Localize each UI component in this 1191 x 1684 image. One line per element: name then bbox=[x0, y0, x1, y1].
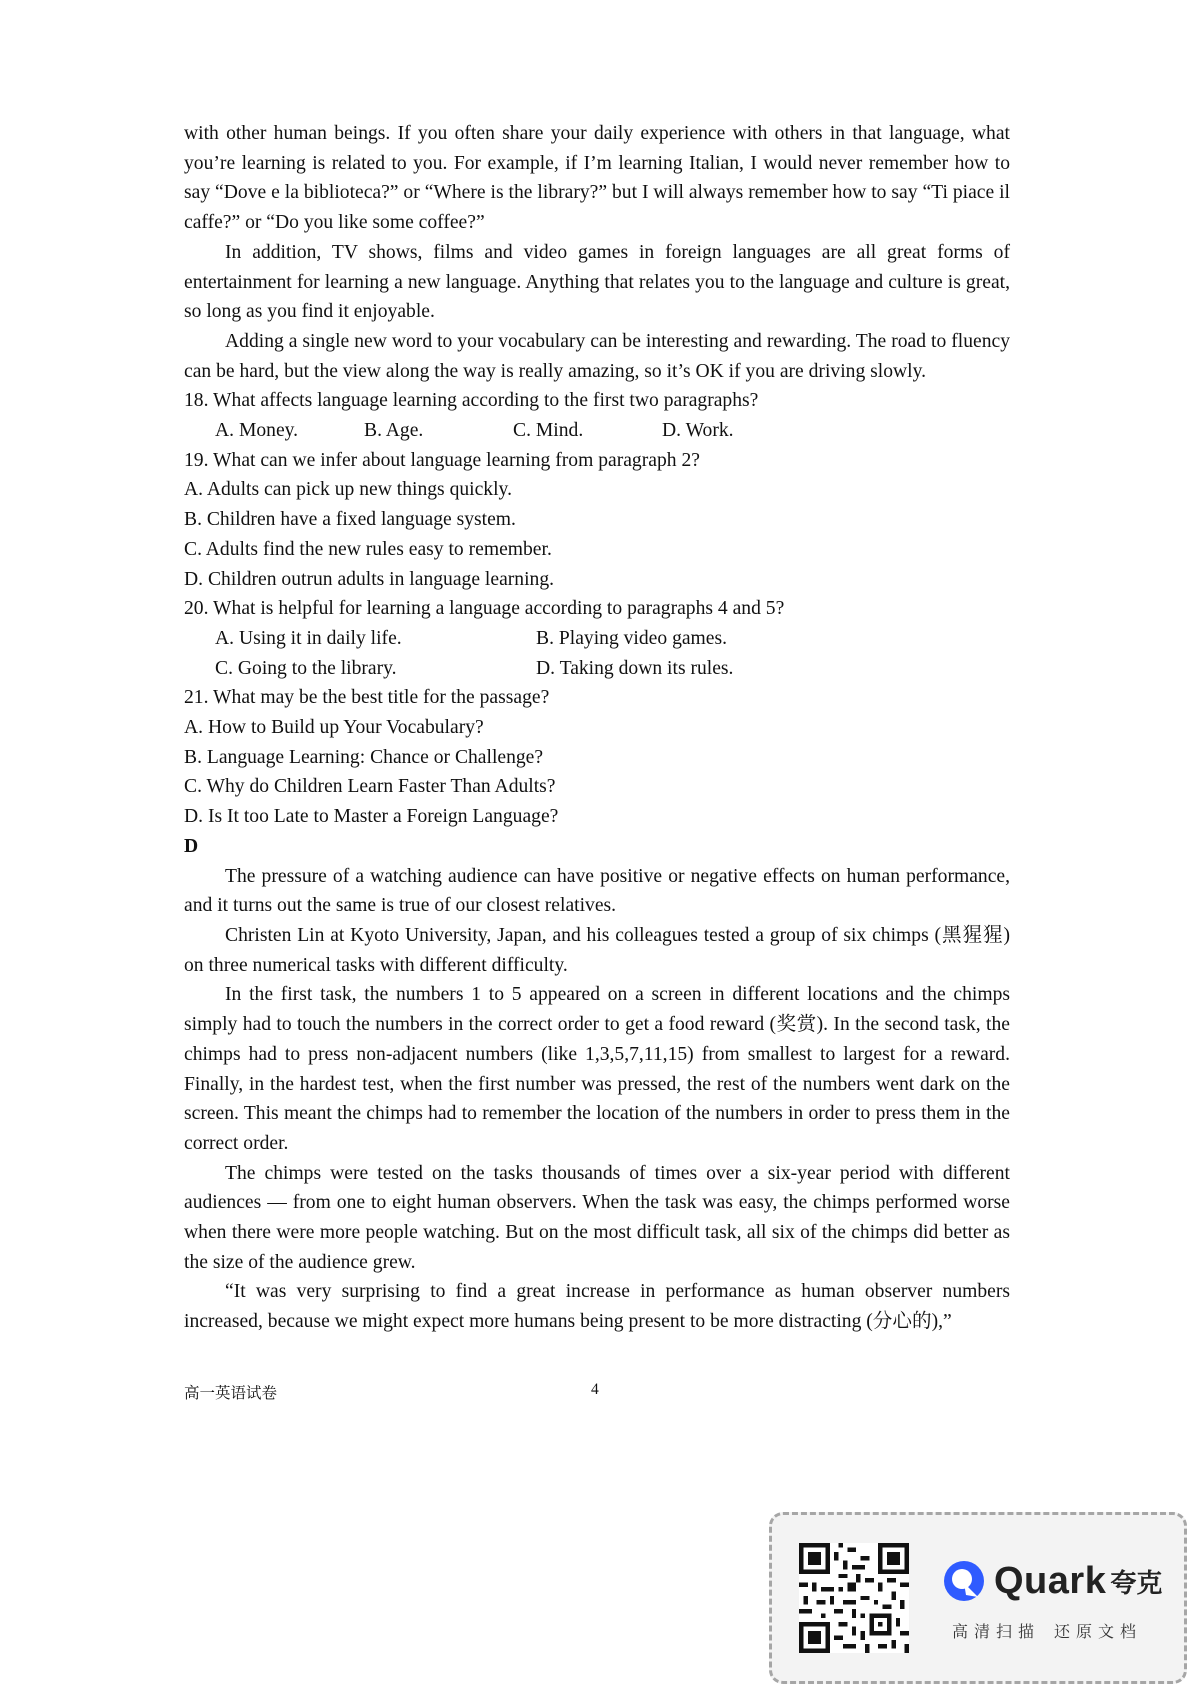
question-19 bbox=[184, 446, 1010, 595]
question-stem: 18. What affects language learning according to the first two paragraphs? bbox=[184, 390, 759, 412]
question-18 bbox=[184, 386, 1010, 445]
tagline bbox=[952, 1619, 1142, 1642]
paragraph: The pressure of a watching audience can have positive or negative effects on human performance, and it turns out the same is true of our closest relatives. bbox=[184, 865, 1010, 917]
option-d: D. Taking down its rules. bbox=[536, 657, 734, 679]
option-c: C. Going to the library. bbox=[215, 657, 397, 679]
option-a: A. Using it in daily life. bbox=[215, 627, 402, 649]
qr-code-icon bbox=[799, 1543, 909, 1653]
question-21 bbox=[184, 683, 1010, 832]
option-c: C. Adults find the new rules easy to remember. bbox=[184, 538, 552, 560]
question-stem: 19. What can we infer about language learning from paragraph 2? bbox=[184, 449, 700, 471]
document-body bbox=[184, 119, 1010, 1337]
option-row bbox=[215, 624, 1010, 654]
page-number: 4 bbox=[591, 1381, 599, 1398]
option-c: C. Mind. bbox=[513, 420, 584, 442]
option-d: D. Work. bbox=[662, 420, 734, 442]
option-b: B. Language Learning: Chance or Challenge? bbox=[184, 746, 544, 768]
scan-watermark bbox=[769, 1512, 1187, 1684]
quark-logo-icon bbox=[942, 1559, 986, 1603]
question-20 bbox=[184, 594, 1010, 683]
option-row bbox=[215, 416, 1010, 446]
paragraph: The chimps were tested on the tasks thousands of times over a six-year period with different audiences — from one to eight human observers. When the task was easy, the chimps performed worse when there were more people watching. But on the most difficult task, all six of the chimps did better as the size of the audience grew. bbox=[184, 1162, 1010, 1273]
question-stem: 21. What may be the best title for the passage? bbox=[184, 687, 550, 709]
footer-label: 高一英语试卷 bbox=[184, 1384, 278, 1402]
brand-name-cn: 夸克 bbox=[1110, 1568, 1163, 1599]
tagline-part: 高清扫描 bbox=[952, 1622, 1041, 1641]
option-d: D. Is It too Late to Master a Foreign Language? bbox=[184, 806, 559, 828]
paragraph: In the first task, the numbers 1 to 5 appeared on a screen in different locations and the chimps simply had to touch the numbers in the correct order to get a food reward (奖赏). In the second task, the chimps had to press non-adjacent numbers (like 1,3,5,7,11,15) from smallest to largest for a reward. Finally, in the hardest test, when the first number was pressed, the rest of the numbers went dark on the screen. This meant the chimps had to remember the location of the numbers in order to press them in the correct order. bbox=[184, 984, 1010, 1154]
paragraph: with other human beings. If you often share your daily experience with others in that language, what you’re learning is related to you. For example, if I’m learning Italian, I would never remember how to say “Dove e la biblioteca?” or “Where is the library?” but I will always remember how to say “Ti piace il caffe?” or “Do you like some coffee?” bbox=[184, 123, 1010, 234]
option-b: B. Age. bbox=[364, 420, 424, 442]
quark-logo bbox=[942, 1559, 1162, 1603]
option-b: B. Children have a fixed language system. bbox=[184, 509, 516, 531]
paragraph: Adding a single new word to your vocabulary can be interesting and rewarding. The road to fluency can be hard, but the view along the way is really amazing, so it’s OK if you are driving slowly. bbox=[184, 330, 1010, 382]
option-row bbox=[215, 654, 1010, 684]
option-d: D. Children outrun adults in language learning. bbox=[184, 568, 555, 590]
tagline-part: 还原文档 bbox=[1054, 1622, 1143, 1641]
question-stem: 20. What is helpful for learning a language according to paragraphs 4 and 5? bbox=[184, 598, 785, 620]
paragraph: In addition, TV shows, films and video games in foreign languages are all great forms of entertainment for learning a new language. Anything that relates you to the language and culture is great, so long as you find it enjoyable. bbox=[184, 241, 1010, 323]
option-a: A. Adults can pick up new things quickly. bbox=[184, 479, 512, 501]
option-c: C. Why do Children Learn Faster Than Adults? bbox=[184, 776, 556, 798]
section-heading: D bbox=[184, 835, 199, 857]
paragraph: Christen Lin at Kyoto University, Japan, and his colleagues tested a group of six chimps (黑猩猩) on three numerical tasks with different difficulty. bbox=[184, 924, 1010, 976]
paragraph: “It was very surprising to find a great increase in performance as human observer numbers increased, because we might expect more humans being present to be more distracting (分心的),” bbox=[184, 1281, 1010, 1333]
option-b: B. Playing video games. bbox=[536, 627, 728, 649]
option-a: A. How to Build up Your Vocabulary? bbox=[184, 717, 484, 739]
brand-name: Quark bbox=[994, 1559, 1107, 1602]
option-a: A. Money. bbox=[215, 420, 299, 442]
